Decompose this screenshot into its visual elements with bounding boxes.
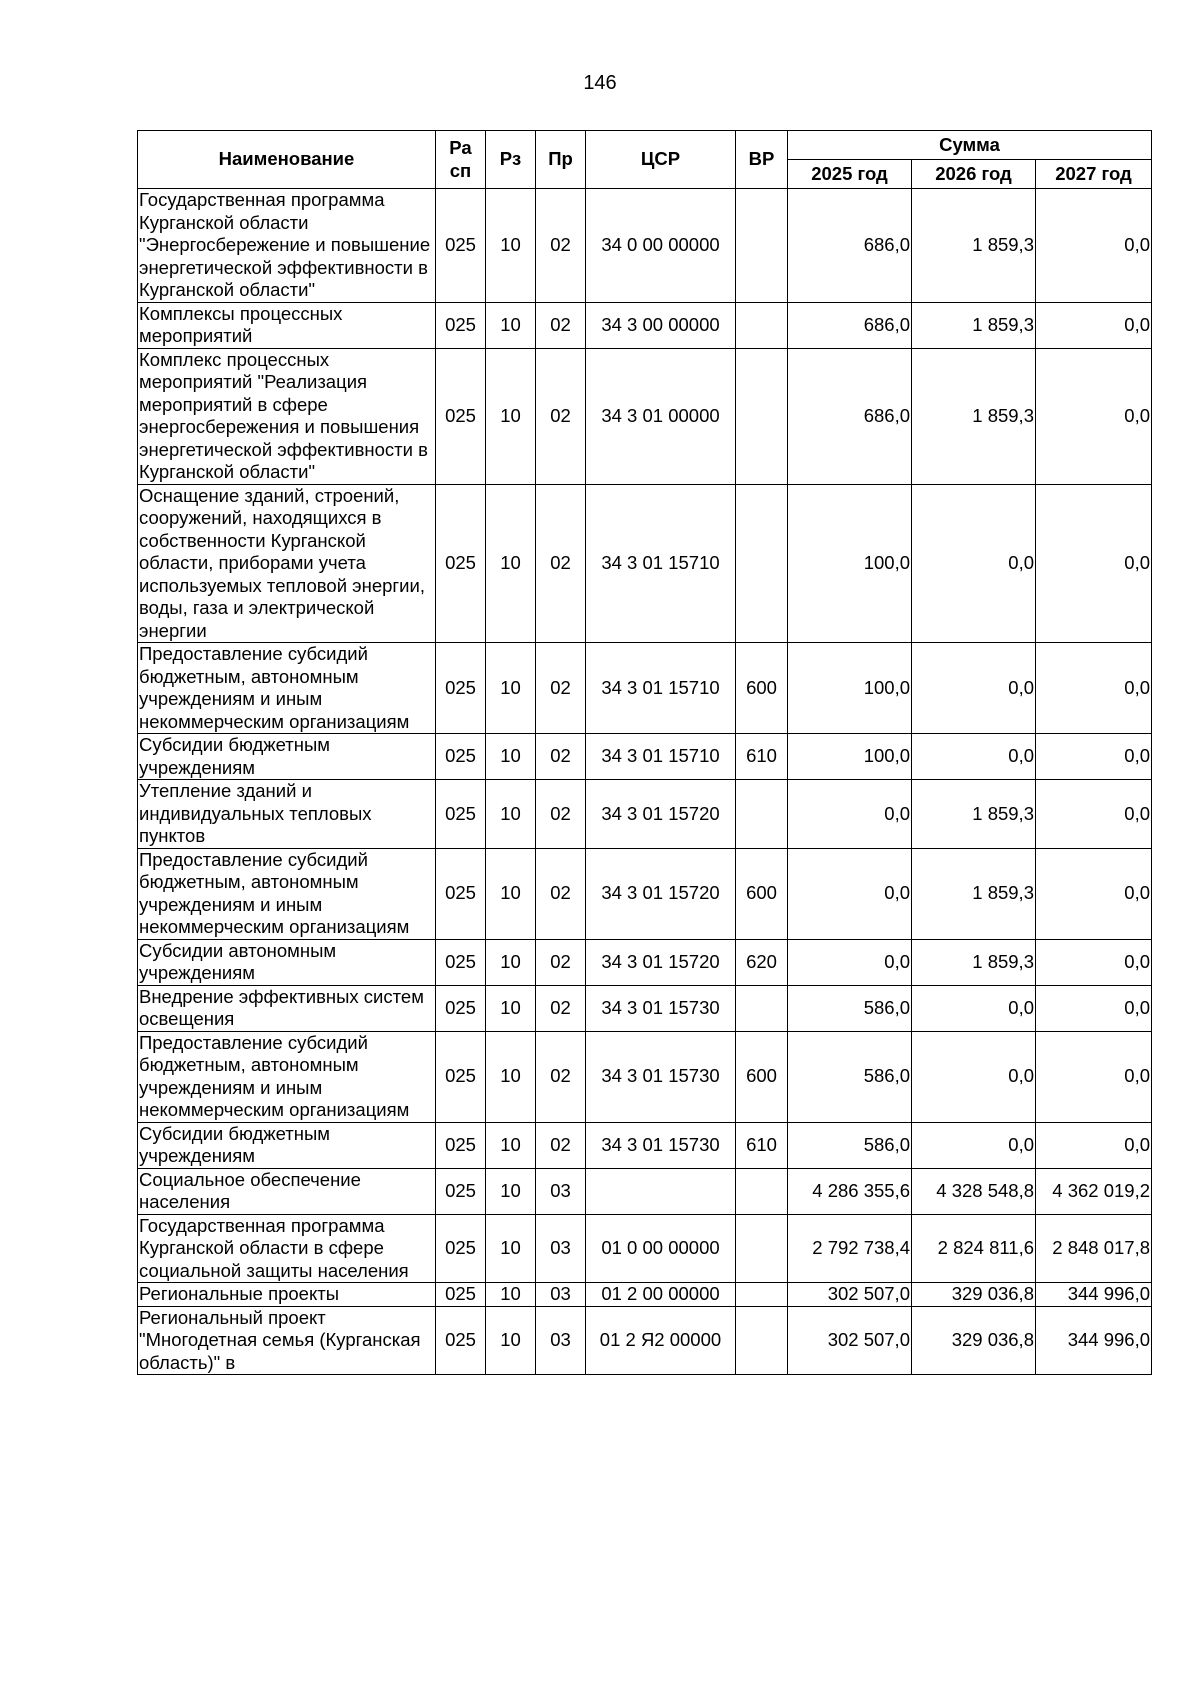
cell-rasp: 025 — [436, 1306, 486, 1375]
cell-csr: 34 3 01 15710 — [586, 484, 736, 643]
table-row — [138, 985, 1152, 1031]
cell-sum-2026: 0,0 — [912, 484, 1036, 643]
page-number: 146 — [583, 72, 617, 94]
cell-pr: 02 — [536, 1031, 586, 1122]
cell-sum-2025: 586,0 — [788, 1122, 912, 1168]
cell-vr: 600 — [736, 643, 788, 734]
cell-rz: 10 — [486, 643, 536, 734]
cell-sum-2027: 2 848 017,8 — [1036, 1214, 1152, 1283]
cell-rasp: 025 — [436, 1168, 486, 1214]
cell-sum-2027: 0,0 — [1036, 189, 1152, 303]
cell-sum-2027: 0,0 — [1036, 780, 1152, 849]
cell-sum-2025: 100,0 — [788, 484, 912, 643]
header-sum: Сумма — [788, 131, 1152, 160]
cell-vr — [736, 1306, 788, 1375]
cell-pr: 02 — [536, 780, 586, 849]
cell-sum-2025: 0,0 — [788, 780, 912, 849]
cell-sum-2026: 0,0 — [912, 1031, 1036, 1122]
table-row — [138, 643, 1152, 734]
cell-name: Комплекс процессных мероприятий "Реализация мероприятий в сфере энергосбережения и повышения энергетической эффективности в Курганской области" — [138, 348, 436, 484]
budget-table — [137, 130, 1152, 1375]
cell-csr: 34 3 01 15730 — [586, 1031, 736, 1122]
cell-sum-2026: 1 859,3 — [912, 302, 1036, 348]
header-year-2027: 2027 год — [1036, 160, 1152, 189]
cell-vr: 620 — [736, 939, 788, 985]
cell-sum-2027: 0,0 — [1036, 734, 1152, 780]
cell-sum-2027: 0,0 — [1036, 939, 1152, 985]
cell-vr — [736, 780, 788, 849]
cell-rasp: 025 — [436, 1214, 486, 1283]
cell-rz: 10 — [486, 1306, 536, 1375]
cell-sum-2026: 0,0 — [912, 643, 1036, 734]
cell-rz: 10 — [486, 1168, 536, 1214]
cell-sum-2025: 2 792 738,4 — [788, 1214, 912, 1283]
cell-csr: 34 3 01 15730 — [586, 1122, 736, 1168]
cell-csr — [586, 1168, 736, 1214]
cell-csr: 01 0 00 00000 — [586, 1214, 736, 1283]
cell-name: Утепление зданий и индивидуальных тепловых пунктов — [138, 780, 436, 849]
cell-sum-2027: 4 362 019,2 — [1036, 1168, 1152, 1214]
header-year-2026: 2026 год — [912, 160, 1036, 189]
cell-sum-2026: 2 824 811,6 — [912, 1214, 1036, 1283]
cell-sum-2026: 0,0 — [912, 1122, 1036, 1168]
cell-csr: 01 2 00 00000 — [586, 1283, 736, 1307]
cell-csr: 34 3 01 15720 — [586, 780, 736, 849]
cell-sum-2027: 0,0 — [1036, 484, 1152, 643]
cell-pr: 03 — [536, 1214, 586, 1283]
cell-pr: 02 — [536, 302, 586, 348]
cell-rasp: 025 — [436, 1122, 486, 1168]
cell-rz: 10 — [486, 848, 536, 939]
cell-rasp: 025 — [436, 1031, 486, 1122]
cell-sum-2026: 1 859,3 — [912, 189, 1036, 303]
cell-rasp: 025 — [436, 985, 486, 1031]
cell-sum-2027: 0,0 — [1036, 643, 1152, 734]
cell-sum-2025: 686,0 — [788, 348, 912, 484]
cell-sum-2025: 686,0 — [788, 189, 912, 303]
cell-sum-2026: 0,0 — [912, 734, 1036, 780]
cell-name: Предоставление субсидий бюджетным, автономным учреждениям и иным некоммерческим организациям — [138, 643, 436, 734]
cell-pr: 02 — [536, 1122, 586, 1168]
cell-name: Внедрение эффективных систем освещения — [138, 985, 436, 1031]
cell-sum-2025: 586,0 — [788, 1031, 912, 1122]
header-rasp-top: Ра — [449, 137, 472, 158]
cell-rz: 10 — [486, 189, 536, 303]
cell-sum-2027: 0,0 — [1036, 848, 1152, 939]
cell-pr: 03 — [536, 1306, 586, 1375]
table-row — [138, 1214, 1152, 1283]
cell-rz: 10 — [486, 985, 536, 1031]
table-row — [138, 189, 1152, 303]
header-csr: ЦСР — [586, 131, 736, 189]
cell-rasp: 025 — [436, 643, 486, 734]
table-body — [138, 189, 1152, 1375]
cell-sum-2025: 0,0 — [788, 939, 912, 985]
table-row — [138, 1122, 1152, 1168]
cell-pr: 02 — [536, 643, 586, 734]
cell-pr: 02 — [536, 484, 586, 643]
cell-sum-2025: 100,0 — [788, 643, 912, 734]
cell-vr — [736, 1214, 788, 1283]
cell-csr: 34 3 01 00000 — [586, 348, 736, 484]
cell-vr — [736, 1168, 788, 1214]
cell-sum-2025: 686,0 — [788, 302, 912, 348]
cell-pr: 03 — [536, 1168, 586, 1214]
table-row — [138, 302, 1152, 348]
cell-csr: 34 3 01 15720 — [586, 848, 736, 939]
cell-name: Субсидии бюджетным учреждениям — [138, 1122, 436, 1168]
cell-rasp: 025 — [436, 939, 486, 985]
header-rasp — [436, 131, 486, 189]
cell-vr: 600 — [736, 848, 788, 939]
cell-name: Субсидии бюджетным учреждениям — [138, 734, 436, 780]
header-rz: Рз — [486, 131, 536, 189]
cell-rasp: 025 — [436, 189, 486, 303]
cell-name: Субсидии автономным учреждениям — [138, 939, 436, 985]
cell-sum-2027: 0,0 — [1036, 1031, 1152, 1122]
cell-csr: 34 3 01 15720 — [586, 939, 736, 985]
cell-sum-2025: 586,0 — [788, 985, 912, 1031]
cell-vr — [736, 189, 788, 303]
cell-rasp: 025 — [436, 302, 486, 348]
table-header — [138, 131, 1152, 189]
cell-vr: 600 — [736, 1031, 788, 1122]
cell-sum-2026: 0,0 — [912, 985, 1036, 1031]
table-row — [138, 939, 1152, 985]
cell-sum-2026: 329 036,8 — [912, 1306, 1036, 1375]
cell-vr: 610 — [736, 1122, 788, 1168]
cell-pr: 02 — [536, 348, 586, 484]
cell-sum-2026: 1 859,3 — [912, 780, 1036, 849]
cell-sum-2027: 344 996,0 — [1036, 1306, 1152, 1375]
cell-sum-2025: 0,0 — [788, 848, 912, 939]
cell-sum-2027: 0,0 — [1036, 302, 1152, 348]
cell-vr — [736, 1283, 788, 1307]
cell-sum-2027: 0,0 — [1036, 1122, 1152, 1168]
cell-pr: 02 — [536, 939, 586, 985]
header-rasp-bottom: сп — [449, 159, 472, 181]
cell-name: Региональный проект "Многодетная семья (Курганская область)" в — [138, 1306, 436, 1375]
cell-name: Предоставление субсидий бюджетным, автономным учреждениям и иным некоммерческим организациям — [138, 848, 436, 939]
cell-name: Социальное обеспечение населения — [138, 1168, 436, 1214]
cell-sum-2026: 4 328 548,8 — [912, 1168, 1036, 1214]
cell-csr: 34 3 01 15710 — [586, 643, 736, 734]
cell-sum-2025: 302 507,0 — [788, 1283, 912, 1307]
cell-rz: 10 — [486, 484, 536, 643]
cell-vr — [736, 484, 788, 643]
cell-sum-2025: 100,0 — [788, 734, 912, 780]
table-row — [138, 734, 1152, 780]
header-year-2025: 2025 год — [788, 160, 912, 189]
table-row — [138, 1031, 1152, 1122]
cell-rz: 10 — [486, 1283, 536, 1307]
cell-name: Предоставление субсидий бюджетным, автономным учреждениям и иным некоммерческим организациям — [138, 1031, 436, 1122]
cell-name: Государственная программа Курганской области в сфере социальной защиты населения — [138, 1214, 436, 1283]
header-pr: Пр — [536, 131, 586, 189]
cell-vr: 610 — [736, 734, 788, 780]
table-row — [138, 1283, 1152, 1307]
cell-sum-2026: 329 036,8 — [912, 1283, 1036, 1307]
cell-rz: 10 — [486, 1122, 536, 1168]
cell-sum-2026: 1 859,3 — [912, 348, 1036, 484]
cell-rasp: 025 — [436, 348, 486, 484]
cell-sum-2027: 0,0 — [1036, 985, 1152, 1031]
cell-csr: 34 3 00 00000 — [586, 302, 736, 348]
cell-pr: 02 — [536, 734, 586, 780]
cell-sum-2026: 1 859,3 — [912, 848, 1036, 939]
cell-vr — [736, 302, 788, 348]
cell-csr: 34 3 01 15730 — [586, 985, 736, 1031]
table-row — [138, 1168, 1152, 1214]
cell-pr: 02 — [536, 848, 586, 939]
table-row — [138, 484, 1152, 643]
table-row — [138, 780, 1152, 849]
cell-rasp: 025 — [436, 780, 486, 849]
table-row — [138, 1306, 1152, 1375]
cell-rasp: 025 — [436, 484, 486, 643]
cell-csr: 34 0 00 00000 — [586, 189, 736, 303]
cell-vr — [736, 348, 788, 484]
cell-rz: 10 — [486, 1214, 536, 1283]
cell-csr: 01 2 Я2 00000 — [586, 1306, 736, 1375]
cell-sum-2027: 344 996,0 — [1036, 1283, 1152, 1307]
cell-sum-2027: 0,0 — [1036, 348, 1152, 484]
cell-rz: 10 — [486, 348, 536, 484]
cell-pr: 03 — [536, 1283, 586, 1307]
cell-rz: 10 — [486, 780, 536, 849]
cell-sum-2025: 302 507,0 — [788, 1306, 912, 1375]
cell-name: Государственная программа Курганской области "Энергосбережение и повышение энергетической эффективности в Курганской области" — [138, 189, 436, 303]
cell-rz: 10 — [486, 939, 536, 985]
header-vr: ВР — [736, 131, 788, 189]
cell-csr: 34 3 01 15710 — [586, 734, 736, 780]
cell-rz: 10 — [486, 302, 536, 348]
table-row — [138, 848, 1152, 939]
cell-rasp: 025 — [436, 734, 486, 780]
cell-rasp: 025 — [436, 848, 486, 939]
cell-name: Региональные проекты — [138, 1283, 436, 1307]
cell-sum-2026: 1 859,3 — [912, 939, 1036, 985]
cell-rz: 10 — [486, 1031, 536, 1122]
table-row — [138, 348, 1152, 484]
cell-sum-2025: 4 286 355,6 — [788, 1168, 912, 1214]
cell-pr: 02 — [536, 985, 586, 1031]
cell-rz: 10 — [486, 734, 536, 780]
cell-pr: 02 — [536, 189, 586, 303]
cell-name: Оснащение зданий, строений, сооружений, находящихся в собственности Курганской области, приборами учета используемых тепловой энергии, воды, газа и электрической энергии — [138, 484, 436, 643]
cell-name: Комплексы процессных мероприятий — [138, 302, 436, 348]
cell-vr — [736, 985, 788, 1031]
cell-rasp: 025 — [436, 1283, 486, 1307]
header-name: Наименование — [138, 131, 436, 189]
